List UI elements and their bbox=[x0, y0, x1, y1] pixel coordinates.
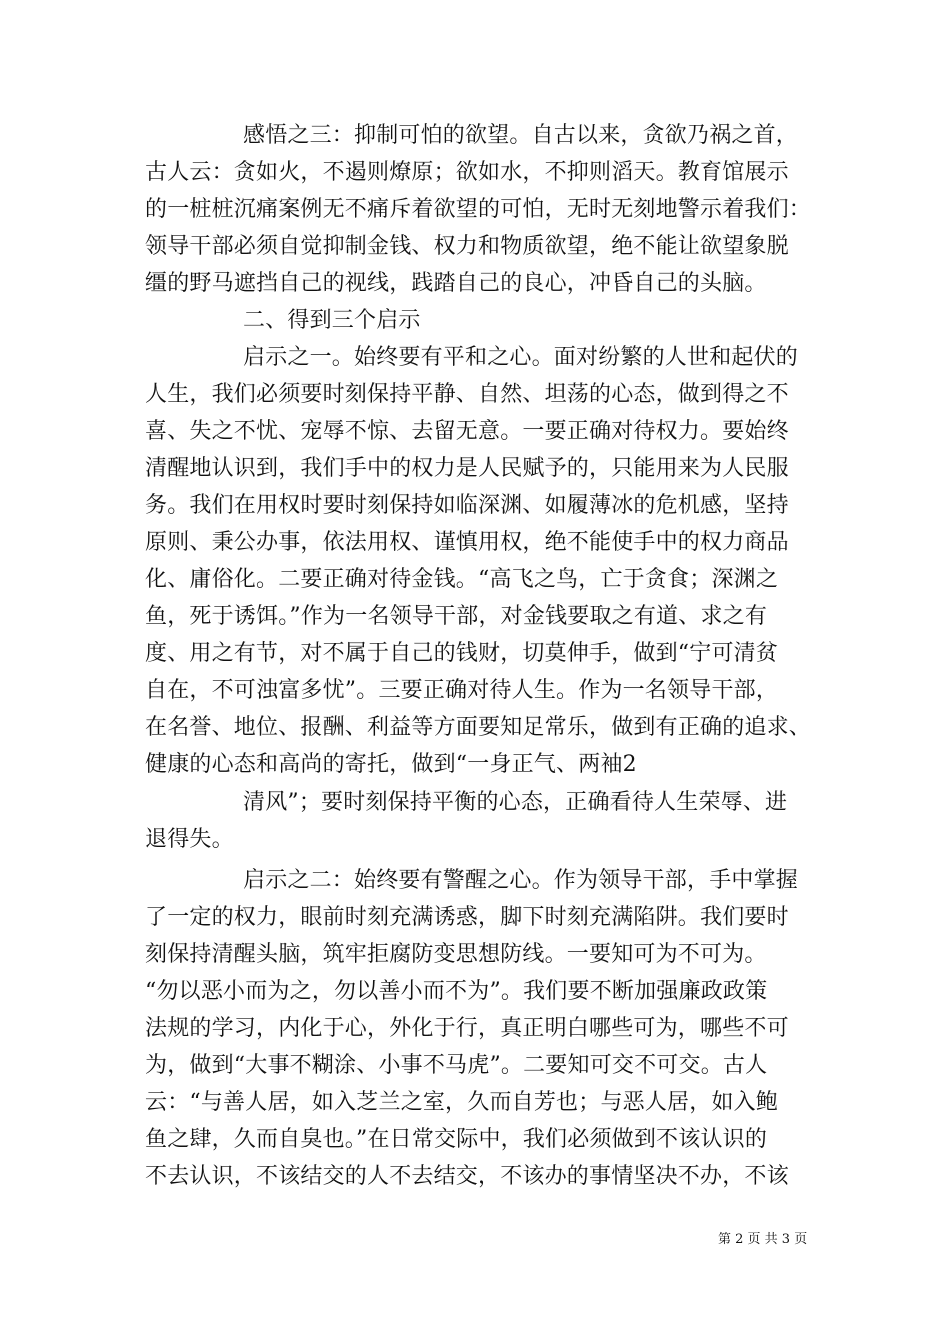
text-line: 启示之二：始终要有警醒之心。作为领导干部，手中掌握 bbox=[243, 868, 799, 893]
text-line: 不去认识，不该结交的人不去结交，不该办的事情坚决不办，不该 bbox=[145, 1164, 789, 1189]
page-number-footer: 第 2 页 共 3 页 bbox=[718, 1232, 808, 1247]
text-line: 在名誉、地位、报酬、利益等方面要知足常乐，做到有正确的追求、 bbox=[145, 715, 812, 740]
text-line: 清醒地认识到，我们手中的权力是人民赋予的，只能用来为人民服 bbox=[145, 456, 789, 481]
text-line: 缰的野马遮挡自己的视线，践踏自己的良心，冲昏自己的头脑。 bbox=[145, 271, 767, 296]
text-line: 鱼，死于诱饵。”作为一名领导干部，对金钱要取之有道、求之有 bbox=[145, 604, 768, 629]
text-line: 古人云：贪如火，不遏则燎原；欲如水，不抑则滔天。教育馆展示 bbox=[145, 160, 789, 185]
text-line: 云：“与善人居，如入芝兰之室，久而自芳也；与恶人居，如入鲍 bbox=[145, 1090, 779, 1115]
text-line: 感悟之三：抑制可怕的欲望。自古以来，贪欲乃祸之首， bbox=[243, 123, 799, 148]
text-line: 法规的学习，内化于心，外化于行，真正明白哪些可为，哪些不可 bbox=[145, 1016, 789, 1041]
text-line: 领导干部必须自觉抑制金钱、权力和物质欲望，绝不能让欲望象脱 bbox=[145, 234, 789, 259]
text-line: 化、庸俗化。二要正确对待金钱。“高飞之鸟，亡于贪食；深渊之 bbox=[145, 567, 779, 592]
text-line: 健康的心态和高尚的寄托，做到“一身正气、两袖2 bbox=[145, 752, 637, 777]
text-line: 度、用之有节，对不属于自己的钱财，切莫伸手，做到“宁可清贫 bbox=[145, 641, 779, 666]
section-heading: 二、得到三个启示 bbox=[243, 308, 421, 333]
text-line: 为，做到“大事不糊涂、小事不马虎”。二要知可交不可交。古人 bbox=[145, 1053, 768, 1078]
text-line: 原则、秉公办事，依法用权、谨慎用权，绝不能使手中的权力商品 bbox=[145, 530, 789, 555]
text-line: 务。我们在用权时要时刻保持如临深渊、如履薄冰的危机感，坚持 bbox=[145, 493, 789, 518]
text-line: 启示之一。始终要有平和之心。面对纷繁的人世和起伏的 bbox=[243, 345, 799, 370]
text-line: 喜、失之不忧、宠辱不惊、去留无意。一要正确对待权力。要始终 bbox=[145, 419, 789, 444]
text-line: 退得失。 bbox=[145, 827, 234, 852]
text-line: 自在，不可浊富多忧”。三要正确对待人生。作为一名领导干部， bbox=[145, 678, 779, 703]
text-line: 人生，我们必须要时刻保持平静、自然、坦荡的心态，做到得之不 bbox=[145, 382, 789, 407]
text-line: 鱼之肆，久而自臭也。”在日常交际中，我们必须做到不该认识的 bbox=[145, 1127, 768, 1152]
text-line: 了一定的权力，眼前时刻充满诱惑，脚下时刻充满陷阱。我们要时 bbox=[145, 905, 789, 930]
text-line: 的一桩桩沉痛案例无不痛斥着欲望的可怕，无时无刻地警示着我们： bbox=[145, 197, 812, 222]
text-line: “勿以恶小而为之，勿以善小而不为”。我们要不断加强廉政政策 bbox=[145, 979, 768, 1004]
text-line: 清风”；要时刻保持平衡的心态，正确看待人生荣辱、进 bbox=[243, 790, 788, 815]
text-line: 刻保持清醒头脑，筑牢拒腐防变思想防线。一要知可为不可为。 bbox=[145, 942, 767, 967]
